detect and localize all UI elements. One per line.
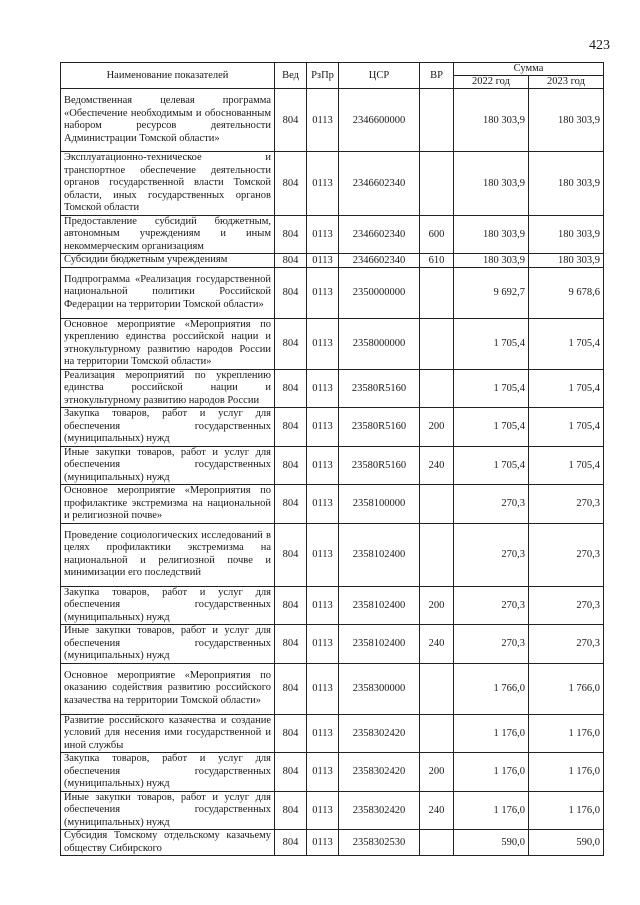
cell-rzpr: 0113 (307, 215, 339, 254)
cell-vr (420, 369, 454, 408)
cell-rzpr: 0113 (307, 714, 339, 753)
cell-2022: 1 705,4 (454, 369, 529, 408)
table-row (61, 625, 604, 664)
table-row (61, 152, 604, 216)
cell-vr: 240 (420, 446, 454, 485)
cell-2022: 270,3 (454, 523, 529, 586)
cell-name: Реализация мероприятий по укреплению единства российской нации и этнокультурному развитию народов России (61, 369, 275, 408)
col-header-csr: ЦСР (339, 63, 420, 89)
cell-2023: 590,0 (529, 830, 604, 856)
cell-vr: 200 (420, 586, 454, 625)
cell-vr (420, 485, 454, 524)
page-number: 423 (589, 38, 610, 53)
cell-ved: 804 (275, 625, 307, 664)
table-row (61, 485, 604, 524)
table-row (61, 714, 604, 753)
table-row (61, 408, 604, 447)
cell-2022: 180 303,9 (454, 254, 529, 268)
cell-rzpr: 0113 (307, 152, 339, 216)
col-header-sum: Сумма (454, 63, 604, 76)
table-row (61, 215, 604, 254)
cell-ved: 804 (275, 89, 307, 152)
cell-rzpr: 0113 (307, 753, 339, 792)
cell-csr: 2358302420 (339, 791, 420, 830)
cell-ved: 804 (275, 254, 307, 268)
cell-2022: 1 176,0 (454, 714, 529, 753)
cell-2022: 9 692,7 (454, 267, 529, 318)
cell-name: Иные закупки товаров, работ и услуг для обеспечения государственных (муниципальных) нужд (61, 791, 275, 830)
cell-rzpr: 0113 (307, 523, 339, 586)
cell-name: Основное мероприятие «Мероприятия по профилактике экстремизма на национальной и религиозной почве» (61, 485, 275, 524)
cell-rzpr: 0113 (307, 318, 339, 369)
cell-name: Основное мероприятие «Мероприятия по укреплению единства российской нации и этнокультурному развитию народов России на территории Томской области» (61, 318, 275, 369)
table-row (61, 318, 604, 369)
cell-csr: 2346600000 (339, 89, 420, 152)
cell-2023: 270,3 (529, 485, 604, 524)
cell-csr: 23580R5160 (339, 408, 420, 447)
cell-2022: 1 705,4 (454, 408, 529, 447)
cell-vr: 240 (420, 791, 454, 830)
cell-rzpr: 0113 (307, 485, 339, 524)
cell-2023: 270,3 (529, 523, 604, 586)
cell-ved: 804 (275, 318, 307, 369)
table-row (61, 89, 604, 152)
cell-name: Закупка товаров, работ и услуг для обеспечения государственных (муниципальных) нужд (61, 753, 275, 792)
cell-name: Проведение социологических исследований в целях профилактики экстремизма на национальной и религиозной почве и минимизации его последствий (61, 523, 275, 586)
cell-ved: 804 (275, 663, 307, 714)
cell-ved: 804 (275, 791, 307, 830)
table-row (61, 523, 604, 586)
cell-2023: 180 303,9 (529, 254, 604, 268)
cell-2023: 180 303,9 (529, 152, 604, 216)
cell-2022: 270,3 (454, 586, 529, 625)
cell-vr (420, 523, 454, 586)
cell-vr (420, 89, 454, 152)
cell-2022: 590,0 (454, 830, 529, 856)
cell-rzpr: 0113 (307, 830, 339, 856)
cell-csr: 2358302420 (339, 714, 420, 753)
cell-name: Развитие российского казачества и создание условий для несения ими государственной и иной службы (61, 714, 275, 753)
cell-name: Эксплуатационно-техническое и транспортное обеспечение деятельности органов государственной власти Томской области, иных государственных органов Томской области (61, 152, 275, 216)
cell-name: Закупка товаров, работ и услуг для обеспечения государственных (муниципальных) нужд (61, 408, 275, 447)
cell-csr: 23580R5160 (339, 446, 420, 485)
cell-ved: 804 (275, 408, 307, 447)
cell-name: Ведомственная целевая программа «Обеспечение необходимым и обоснованным набором ресурсов деятельности Администрации Томской области» (61, 89, 275, 152)
cell-2023: 1 705,4 (529, 408, 604, 447)
cell-vr (420, 152, 454, 216)
cell-ved: 804 (275, 586, 307, 625)
table-row (61, 586, 604, 625)
cell-name: Иные закупки товаров, работ и услуг для обеспечения государственных (муниципальных) нужд (61, 625, 275, 664)
cell-csr: 2358102400 (339, 586, 420, 625)
cell-csr: 2358100000 (339, 485, 420, 524)
table-row (61, 369, 604, 408)
col-header-2023: 2023 год (529, 76, 604, 89)
cell-ved: 804 (275, 830, 307, 856)
cell-vr (420, 714, 454, 753)
cell-name: Иные закупки товаров, работ и услуг для обеспечения государственных (муниципальных) нужд (61, 446, 275, 485)
cell-name: Основное мероприятие «Мероприятия по оказанию содействия развитию российского казачества на территории Томской области» (61, 663, 275, 714)
cell-rzpr: 0113 (307, 408, 339, 447)
table-row (61, 753, 604, 792)
cell-2022: 1 176,0 (454, 753, 529, 792)
table-row (61, 830, 604, 856)
cell-2023: 1 705,4 (529, 369, 604, 408)
cell-rzpr: 0113 (307, 663, 339, 714)
table-row (61, 254, 604, 268)
cell-2022: 180 303,9 (454, 152, 529, 216)
cell-vr: 610 (420, 254, 454, 268)
cell-ved: 804 (275, 714, 307, 753)
table-row (61, 446, 604, 485)
cell-rzpr: 0113 (307, 791, 339, 830)
cell-name: Субсидии бюджетным учреждениям (61, 254, 275, 268)
cell-2023: 1 705,4 (529, 446, 604, 485)
cell-csr: 2358302530 (339, 830, 420, 856)
cell-name: Закупка товаров, работ и услуг для обеспечения государственных (муниципальных) нужд (61, 586, 275, 625)
cell-2023: 1 766,0 (529, 663, 604, 714)
cell-ved: 804 (275, 267, 307, 318)
cell-ved: 804 (275, 369, 307, 408)
cell-2022: 1 705,4 (454, 446, 529, 485)
cell-rzpr: 0113 (307, 369, 339, 408)
cell-rzpr: 0113 (307, 267, 339, 318)
cell-2022: 270,3 (454, 485, 529, 524)
cell-2023: 1 705,4 (529, 318, 604, 369)
cell-vr (420, 318, 454, 369)
col-header-rzpr: РзПр (307, 63, 339, 89)
cell-ved: 804 (275, 753, 307, 792)
table-row (61, 267, 604, 318)
table-row (61, 663, 604, 714)
cell-vr: 200 (420, 408, 454, 447)
budget-table (60, 62, 604, 856)
cell-vr: 200 (420, 753, 454, 792)
cell-csr: 2346602340 (339, 254, 420, 268)
cell-csr: 2358302420 (339, 753, 420, 792)
col-header-name: Наименование показателей (61, 63, 275, 89)
cell-vr (420, 830, 454, 856)
cell-vr: 240 (420, 625, 454, 664)
cell-csr: 2358300000 (339, 663, 420, 714)
cell-csr: 2358102400 (339, 625, 420, 664)
cell-2023: 270,3 (529, 625, 604, 664)
cell-2023: 1 176,0 (529, 753, 604, 792)
cell-csr: 2350000000 (339, 267, 420, 318)
cell-name: Субсидия Томскому отдельскому казачьему обществу Сибирского (61, 830, 275, 856)
cell-vr (420, 267, 454, 318)
cell-rzpr: 0113 (307, 586, 339, 625)
cell-name: Подпрограмма «Реализация государственной национальной политики Российской Федерации на территории Томской области» (61, 267, 275, 318)
cell-csr: 23580R5160 (339, 369, 420, 408)
cell-ved: 804 (275, 215, 307, 254)
cell-2022: 1 176,0 (454, 791, 529, 830)
table-row (61, 791, 604, 830)
cell-csr: 2358000000 (339, 318, 420, 369)
cell-vr (420, 663, 454, 714)
cell-2022: 270,3 (454, 625, 529, 664)
cell-ved: 804 (275, 446, 307, 485)
cell-2022: 180 303,9 (454, 89, 529, 152)
cell-rzpr: 0113 (307, 446, 339, 485)
cell-rzpr: 0113 (307, 89, 339, 152)
col-header-2022: 2022 год (454, 76, 529, 89)
cell-ved: 804 (275, 485, 307, 524)
cell-ved: 804 (275, 152, 307, 216)
cell-ved: 804 (275, 523, 307, 586)
cell-2023: 270,3 (529, 586, 604, 625)
cell-vr: 600 (420, 215, 454, 254)
cell-csr: 2358102400 (339, 523, 420, 586)
cell-2023: 1 176,0 (529, 714, 604, 753)
cell-name: Предоставление субсидий бюджетным, автономным учреждениям и иным некоммерческим организациям (61, 215, 275, 254)
cell-rzpr: 0113 (307, 625, 339, 664)
cell-csr: 2346602340 (339, 152, 420, 216)
table-header (61, 63, 604, 89)
cell-2023: 1 176,0 (529, 791, 604, 830)
cell-rzpr: 0113 (307, 254, 339, 268)
col-header-ved: Вед (275, 63, 307, 89)
cell-2022: 1 705,4 (454, 318, 529, 369)
cell-2023: 9 678,6 (529, 267, 604, 318)
cell-2022: 1 766,0 (454, 663, 529, 714)
cell-2023: 180 303,9 (529, 89, 604, 152)
cell-2022: 180 303,9 (454, 215, 529, 254)
cell-2023: 180 303,9 (529, 215, 604, 254)
table-body (61, 89, 604, 856)
cell-csr: 2346602340 (339, 215, 420, 254)
col-header-vr: ВР (420, 63, 454, 89)
